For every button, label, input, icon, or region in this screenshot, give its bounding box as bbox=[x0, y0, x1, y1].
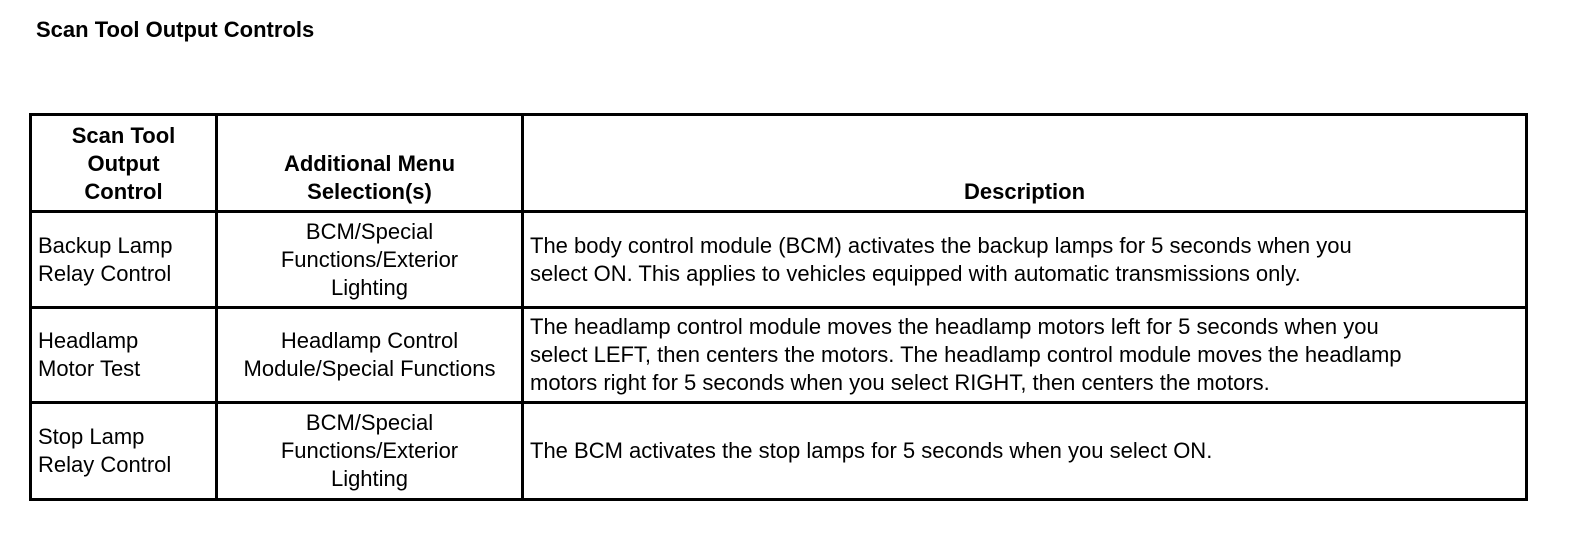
cell-line: Stop Lamp bbox=[38, 424, 145, 449]
header-line: Control bbox=[84, 179, 163, 204]
cell-line: Functions/Exterior bbox=[280, 438, 459, 463]
cell-line: Lighting bbox=[330, 466, 409, 491]
cell-line: Module/Special Functions bbox=[243, 356, 496, 381]
cell-output-control bbox=[31, 403, 217, 500]
cell-line: Motor Test bbox=[38, 356, 141, 381]
cell-output-control bbox=[31, 212, 217, 308]
page-title: Scan Tool Output Controls bbox=[36, 17, 315, 42]
table-row bbox=[31, 308, 1527, 403]
cell-line: select LEFT, then centers the motors. The headlamp control module moves the headlamp bbox=[530, 342, 1402, 367]
table-header-row bbox=[31, 115, 1527, 212]
cell-line: The headlamp control module moves the headlamp motors left for 5 seconds when you bbox=[530, 314, 1379, 339]
cell-description bbox=[523, 212, 1527, 308]
cell-line: BCM/Special bbox=[305, 218, 434, 244]
cell-menu-selection bbox=[217, 212, 523, 308]
cell-description bbox=[523, 308, 1527, 403]
header-scan-tool-output-control bbox=[31, 115, 217, 212]
cell-line: Relay Control bbox=[38, 260, 172, 286]
cell-line: The body control module (BCM) activates the backup lamps for 5 seconds when you bbox=[530, 232, 1352, 258]
header-line: Additional Menu bbox=[283, 151, 456, 176]
cell-line: Headlamp bbox=[38, 328, 139, 353]
header-description bbox=[523, 115, 1527, 212]
header-line: Scan Tool bbox=[71, 123, 176, 148]
cell-menu-selection bbox=[217, 308, 523, 403]
cell-line: BCM/Special bbox=[305, 410, 434, 435]
cell-menu-selection bbox=[217, 403, 523, 500]
cell-line: Functions/Exterior bbox=[280, 246, 459, 272]
cell-line: Headlamp Control bbox=[280, 328, 459, 353]
output-controls-table bbox=[29, 113, 1528, 501]
table-row bbox=[31, 403, 1527, 500]
header-line: Description bbox=[963, 179, 1086, 204]
cell-line: Relay Control bbox=[38, 452, 172, 477]
cell-line: Backup Lamp bbox=[38, 232, 173, 258]
cell-line: motors right for 5 seconds when you select RIGHT, then centers the motors. bbox=[530, 370, 1270, 395]
cell-description bbox=[523, 403, 1527, 500]
table-row bbox=[31, 212, 1527, 308]
cell-line: select ON. This applies to vehicles equipped with automatic transmissions only. bbox=[530, 260, 1301, 286]
header-additional-menu-selections bbox=[217, 115, 523, 212]
header-line: Selection(s) bbox=[307, 179, 432, 204]
cell-output-control bbox=[31, 308, 217, 403]
cell-line: Lighting bbox=[330, 274, 409, 300]
header-line: Output bbox=[87, 151, 160, 176]
cell-line: The BCM activates the stop lamps for 5 seconds when you select ON. bbox=[530, 438, 1213, 463]
